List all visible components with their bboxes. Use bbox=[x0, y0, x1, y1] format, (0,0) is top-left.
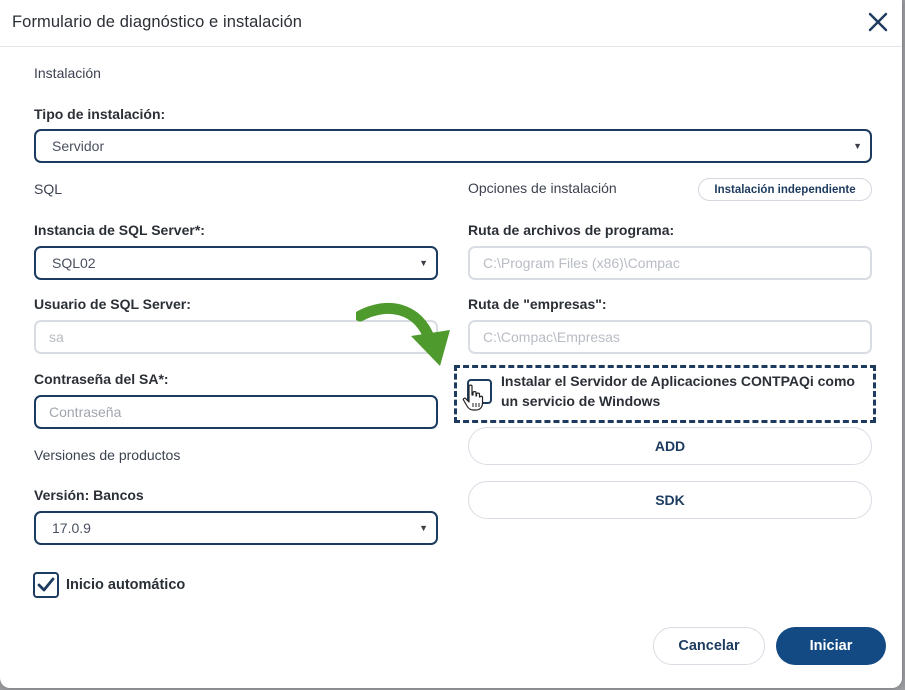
checkmark-icon bbox=[35, 574, 57, 596]
companies-path-field[interactable] bbox=[468, 320, 872, 354]
version-bancos-value: 17.0.9 bbox=[52, 520, 91, 536]
program-path-label: Ruta de archivos de programa: bbox=[468, 222, 675, 238]
chevron-down-icon: ▼ bbox=[853, 141, 862, 151]
autostart-checkbox[interactable] bbox=[33, 572, 59, 598]
install-type-label: Tipo de instalación: bbox=[34, 106, 166, 122]
install-type-select[interactable] bbox=[34, 129, 872, 163]
hand-cursor-icon bbox=[462, 384, 484, 412]
sql-user-value: sa bbox=[49, 329, 64, 345]
chevron-down-icon: ▼ bbox=[419, 523, 428, 533]
sa-password-placeholder: Contraseña bbox=[49, 404, 122, 420]
sql-instance-select[interactable] bbox=[34, 246, 438, 280]
cancel-button[interactable]: Cancelar bbox=[653, 627, 765, 665]
section-installation: Instalación bbox=[34, 65, 101, 81]
install-type-value: Servidor bbox=[52, 138, 105, 154]
companies-path-label: Ruta de "empresas": bbox=[468, 296, 607, 312]
section-product-versions: Versiones de productos bbox=[34, 447, 181, 463]
standalone-install-badge[interactable]: Instalación independiente bbox=[698, 178, 872, 201]
sql-user-label: Usuario de SQL Server: bbox=[34, 296, 191, 312]
sql-instance-value: SQL02 bbox=[52, 255, 96, 271]
chevron-down-icon: ▼ bbox=[419, 258, 428, 268]
section-sql: SQL bbox=[34, 181, 63, 197]
dialog-header bbox=[0, 0, 902, 47]
companies-path-value: C:\Compac\Empresas bbox=[483, 329, 620, 345]
sa-password-label: Contraseña del SA*: bbox=[34, 371, 169, 387]
close-icon[interactable] bbox=[864, 8, 892, 36]
autostart-label: Inicio automático bbox=[66, 577, 186, 593]
sa-password-field[interactable] bbox=[34, 395, 438, 429]
version-bancos-select[interactable] bbox=[34, 511, 438, 545]
green-arrow-icon bbox=[356, 300, 456, 370]
add-button[interactable]: ADD bbox=[468, 427, 872, 465]
program-path-field[interactable] bbox=[468, 246, 872, 280]
section-install-options: Opciones de instalación bbox=[468, 180, 617, 196]
version-bancos-label: Versión: Bancos bbox=[34, 487, 144, 503]
install-service-label: Instalar el Servidor de Aplicaciones CONTPAQi como un servicio de Windows bbox=[501, 373, 855, 409]
program-path-value: C:\Program Files (x86)\Compac bbox=[483, 255, 680, 271]
sql-instance-label: Instancia de SQL Server*: bbox=[34, 222, 205, 238]
dialog-title: Formulario de diagnóstico e instalación bbox=[12, 13, 303, 31]
start-button[interactable]: Iniciar bbox=[776, 627, 886, 665]
sdk-button[interactable]: SDK bbox=[468, 481, 872, 519]
